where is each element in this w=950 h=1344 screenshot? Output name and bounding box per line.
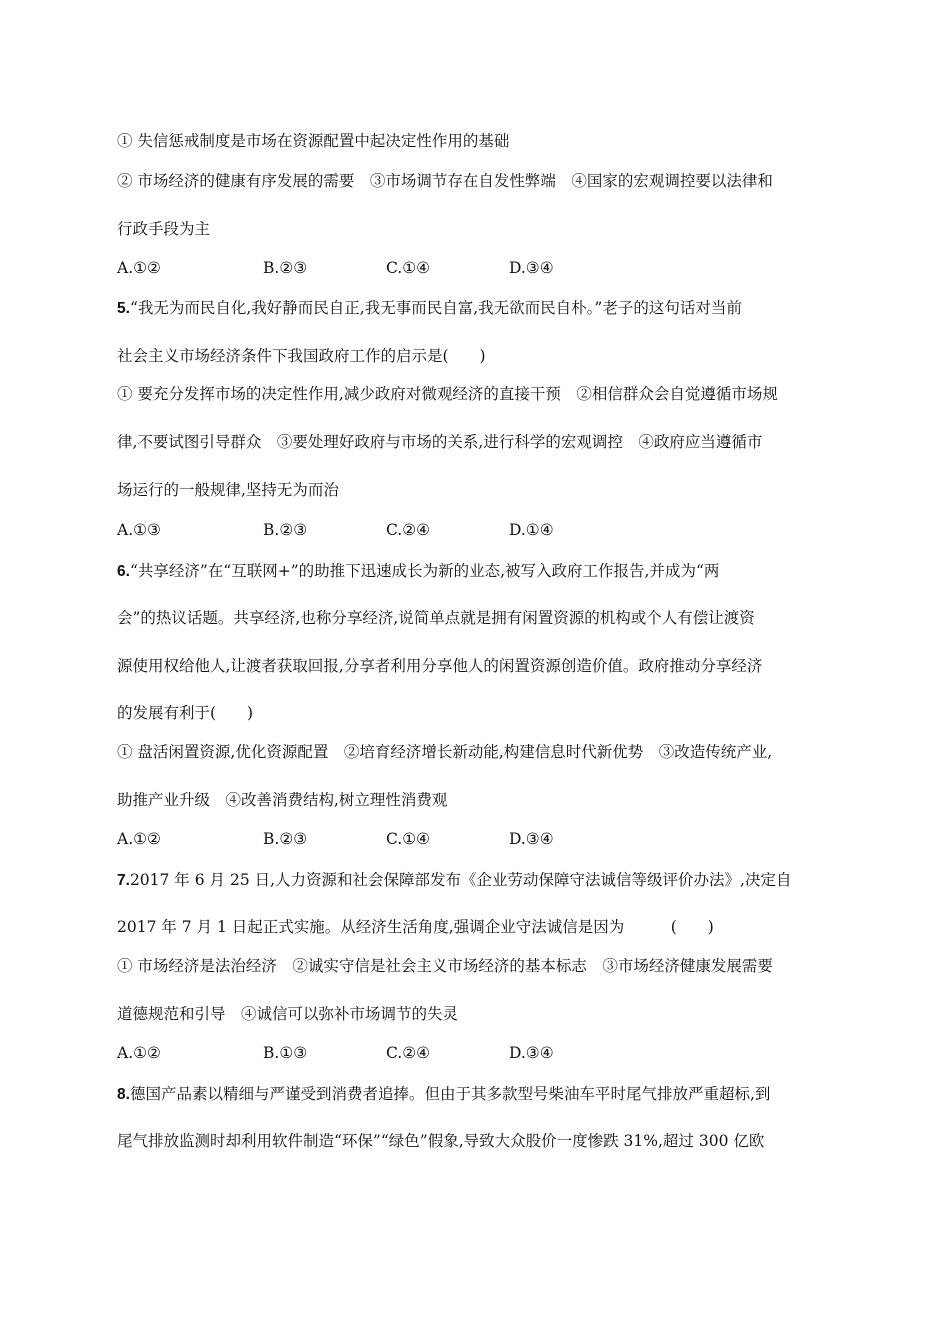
q6-option-d: D.③④	[509, 830, 554, 848]
q4-option-a: A.①②	[117, 259, 161, 277]
q8-line-2: 尾气排放监测时却利用软件制造“环保”“绿色”假象,导致大众股价一度惨跌 31%,超过 300 亿欧	[117, 1132, 765, 1150]
q7-line-2: 2017 年 7 月 1 日起正式实施。从经济生活角度,强调企业守法诚信是因为 ( )	[117, 918, 714, 936]
q7-line-3: ① 市场经济是法治经济 ②诚实守信是社会主义市场经济的基本标志 ③市场经济健康发展需要	[117, 957, 773, 975]
q4-line-1: ① 失信惩戒制度是市场在资源配置中起决定性作用的基础	[117, 132, 510, 150]
q7-line-4: 道德规范和引导 ④诚信可以弥补市场调节的失灵	[117, 1005, 459, 1023]
q4-option-c: C.①④	[386, 259, 431, 277]
q5-line-2: 社会主义市场经济条件下我国政府工作的启示是( )	[117, 347, 486, 365]
q5-line-4: 律,不要试图引导群众 ③要处理好政府与市场的关系,进行科学的宏观调控 ④政府应当遵循市	[117, 433, 763, 451]
q7-option-b: B.①③	[263, 1044, 308, 1062]
q7-option-c: C.②④	[386, 1044, 431, 1062]
q7-stem-1: 2017 年 6 月 25 日,人力资源和社会保障部发布《企业劳动保障守法诚信等级评价办法》,决定自	[129, 871, 792, 889]
q4-option-d: D.③④	[509, 259, 554, 277]
q5-option-d: D.①④	[509, 521, 554, 539]
q5-option-a: A.①③	[117, 521, 161, 539]
q6-option-c: C.①④	[386, 830, 431, 848]
q6-option-b: B.②③	[263, 830, 308, 848]
q8-line-1	[117, 1084, 770, 1105]
q5-line-1	[117, 298, 742, 319]
q5-line-3: ① 要充分发挥市场的决定性作用,减少政府对微观经济的直接干预 ②相信群众会自觉遵循市场规	[117, 385, 778, 403]
q5-option-c: C.②④	[386, 521, 431, 539]
q5-number: 5.	[117, 300, 130, 317]
q5-line-5: 场运行的一般规律,坚持无为而治	[117, 481, 339, 499]
q6-line-4: 的发展有利于( )	[117, 704, 254, 722]
q6-line-3: 源使用权给他人,让渡者获取回报,分享者利用分享他人的闲置资源创造价值。政府推动分享经济	[117, 657, 763, 675]
q6-stem-1: “共享经济”在“互联网+”的助推下迅速成长为新的业态,被写入政府工作报告,并成为“两	[129, 562, 720, 580]
q7-option-d: D.③④	[509, 1044, 554, 1062]
q6-line-6: 助推产业升级 ④改善消费结构,树立理性消费观	[117, 791, 448, 809]
q5-stem-1: “我无为而民自化,我好静而民自正,我无事而民自富,我无欲而民自朴。”老子的这句话对当前	[129, 299, 742, 317]
q8-stem-1: 德国产品素以精细与严谨受到消费者追捧。但由于其多款型号柴油车平时尾气排放严重超标,到	[129, 1085, 771, 1103]
q4-line-2: ② 市场经济的健康有序发展的需要 ③市场调节存在自发性弊端 ④国家的宏观调控要以法律和	[117, 172, 773, 190]
q6-option-a: A.①②	[117, 830, 161, 848]
q4-option-b: B.②③	[263, 259, 308, 277]
q7-option-a: A.①②	[117, 1044, 161, 1062]
q6-line-5: ① 盘活闲置资源,优化资源配置 ②培育经济增长新动能,构建信息时代新优势 ③改造传统产业,	[117, 743, 773, 761]
q6-line-2: 会”的热议话题。共享经济,也称分享经济,说简单点就是拥有闲置资源的机构或个人有偿让渡资	[117, 609, 755, 627]
q6-number: 6.	[117, 563, 130, 580]
q4-line-3: 行政手段为主	[117, 220, 211, 238]
q5-option-b: B.②③	[263, 521, 308, 539]
q8-number: 8.	[117, 1086, 130, 1103]
q7-line-1	[117, 870, 791, 891]
q6-line-1	[117, 561, 719, 582]
q7-number: 7.	[117, 872, 130, 889]
